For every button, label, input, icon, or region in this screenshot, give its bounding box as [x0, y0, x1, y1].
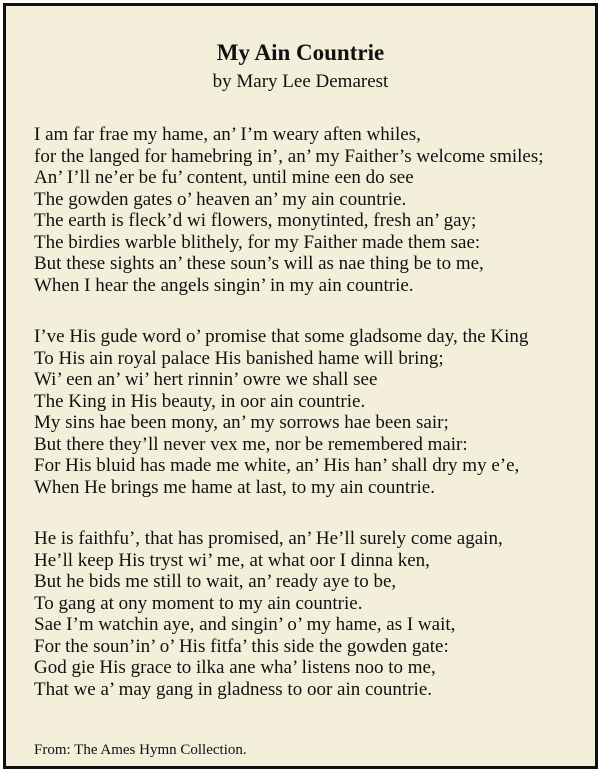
stanza-3 [34, 528, 503, 700]
poem-line: The earth is fleck’d wi flowers, monytinted, fresh an’ gay; [34, 210, 477, 231]
poem-line: The King in His beauty, in oor ain countrie. [34, 390, 366, 412]
poem-title: My Ain Countrie [216, 40, 385, 65]
poem-line: for the langed for hamebring in’, an’ my Faither’s welcome smiles; [34, 145, 544, 167]
poem-line: When I hear the angels singin’ in my ain countrie. [34, 274, 414, 296]
poem-line: But he bids me still to wait, an’ ready aye to be, [34, 571, 397, 592]
poem-line: I’ve His gude word o’ promise that some gladsome day, the King [34, 326, 529, 347]
poem-line: That we a’ may gang in gladness to oor ain countrie. [34, 678, 432, 700]
poem-line: Wi’ een an’ wi’ hert rinnin’ owre we shall see [34, 369, 378, 390]
poem-line: I am far frae my hame, an’ I’m weary aften whiles, [34, 124, 421, 145]
poem-line: But these sights an’ these soun’s will as nae thing be to me, [34, 253, 484, 274]
poem-line: The gowden gates o’ heaven an’ my ain countrie. [34, 188, 407, 210]
poem-line: To His ain royal palace His banished hame will bring; [34, 347, 444, 369]
poem-line: The birdies warble blithely, for my Faither made them sae: [34, 231, 481, 253]
poem-line: To gang at ony moment to my ain countrie. [34, 592, 363, 614]
poem-line: He’ll keep His tryst wi’ me, at what oor I dinna ken, [34, 549, 430, 571]
poem-line: God gie His grace to ilka ane wha’ listens noo to me, [34, 657, 436, 678]
poem-line: For His bluid has made me white, an’ His han’ shall dry my e’e, [34, 455, 520, 476]
poem-line: My sins hae been mony, an’ my sorrows hae been sair; [34, 412, 449, 433]
poem-line: An’ I’ll ne’er be fu’ content, until mine een do see [34, 167, 414, 188]
poem-author: by Mary Lee Demarest [212, 71, 389, 92]
poem-line: For the soun’in’ o’ His fitfa’ this side the gowden gate: [34, 635, 449, 657]
source-credit: From: The Ames Hymn Collection. [34, 742, 247, 758]
poem-line: When He brings me hame at last, to my ain countrie. [34, 476, 435, 498]
stanza-1 [34, 124, 544, 296]
poem-line: He is faithfu’, that has promised, an’ He’ll surely come again, [34, 528, 503, 549]
poem-line: Sae I’m watchin aye, and singin’ o’ my hame, as I wait, [34, 614, 456, 635]
poem-line: But there they’ll never vex me, nor be remembered mair: [34, 433, 468, 455]
poem-card [3, 3, 598, 769]
stanza-2 [34, 326, 528, 498]
